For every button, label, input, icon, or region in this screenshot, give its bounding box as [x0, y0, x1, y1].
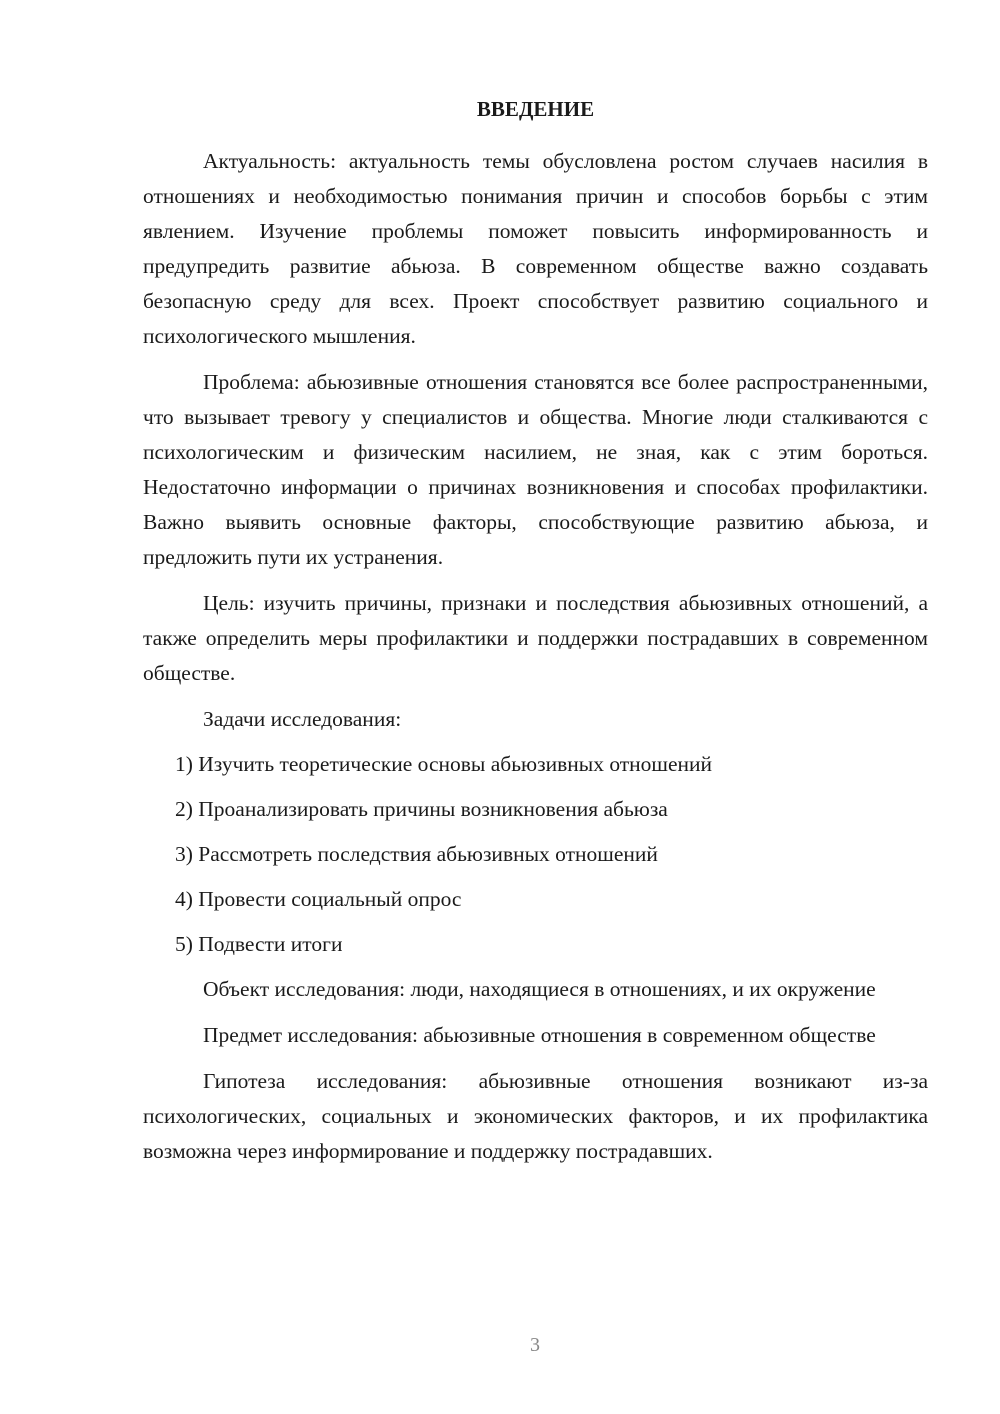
document-page	[143, 92, 928, 1180]
section-title: ВВЕДЕНИЕ	[476, 97, 595, 121]
task-item: 5) Подвести итоги	[175, 932, 343, 956]
hypothesis-paragraph: Гипотеза исследования: абьюзивные отношения возникают из-за психологических, социальных и экономических факторов, и их профилактика возможна через информирование и поддержку пострадавших.	[143, 1069, 928, 1163]
tasks-heading: Задачи исследования:	[203, 707, 402, 731]
subject-paragraph: Предмет исследования: абьюзивные отношения в современном обществе	[203, 1023, 876, 1047]
problem-paragraph: Проблема: абьюзивные отношения становятся все более распространенными, что вызывает тревогу у специалистов и общества. Многие люди сталкиваются с психологическим и физическим насилием, не зная, как с этим бороться. Недостаточно информации о причинах возникновения и способах профилактики. Важно выявить основные факторы, способствующие развитию абьюза, и предложить пути их устранения.	[143, 370, 928, 569]
task-list	[143, 747, 928, 962]
goal-paragraph: Цель: изучить причины, признаки и последствия абьюзивных отношений, а также определить меры профилактики и поддержки пострадавших в современном обществе.	[143, 591, 928, 685]
task-item: 3) Рассмотреть последствия абьюзивных отношений	[175, 842, 658, 866]
task-item: 4) Провести социальный опрос	[175, 887, 462, 911]
task-item: 2) Проанализировать причины возникновения абьюза	[175, 797, 668, 821]
object-paragraph: Объект исследования: люди, находящиеся в отношениях, и их окружение	[203, 977, 876, 1001]
relevance-paragraph: Актуальность: актуальность темы обусловлена ростом случаев насилия в отношениях и необходимостью понимания причин и способов борьбы с этим явлением. Изучение проблемы поможет повысить информированность и предупредить развитие абьюза. В современном обществе важно создавать безопасную среду для всех. Проект способствует развитию социального и психологического мышления.	[143, 149, 928, 348]
page-number: 3	[530, 1334, 540, 1356]
task-item: 1) Изучить теоретические основы абьюзивных отношений	[175, 752, 713, 776]
